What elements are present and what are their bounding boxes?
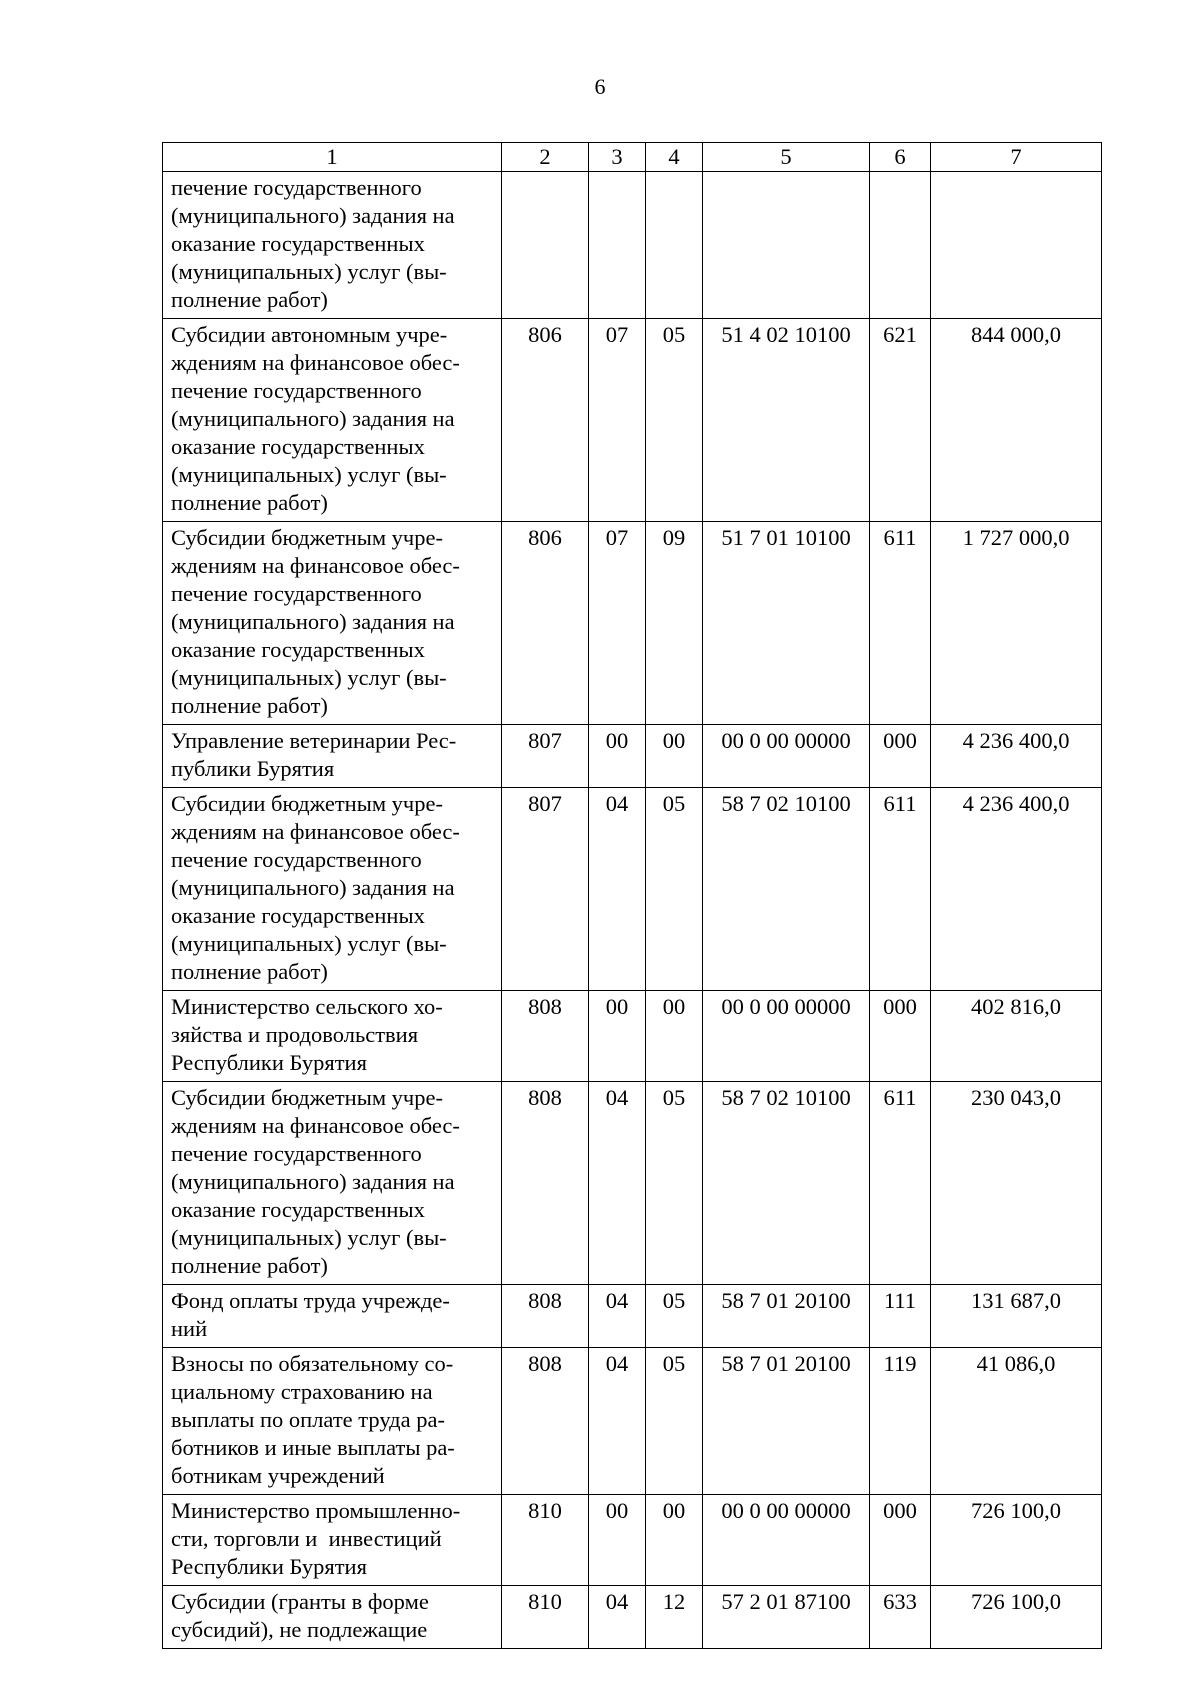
table-cell-col-5: 00 0 00 00000 (703, 991, 870, 1082)
table-cell-col-5: 58 7 02 10100 (703, 1082, 870, 1285)
table-row (163, 788, 1102, 991)
table-cell-col-5: 58 7 02 10100 (703, 788, 870, 991)
table-cell-col-6: 633 (870, 1586, 931, 1649)
table-cell-col-3: 04 (589, 788, 646, 991)
table-cell-col-4: 05 (646, 1082, 703, 1285)
table-cell-col-6: 621 (870, 319, 931, 522)
table-cell-col-3: 07 (589, 522, 646, 725)
table-cell-col-3: 07 (589, 319, 646, 522)
table-cell-col-5: 57 2 01 87100 (703, 1586, 870, 1649)
table-cell-col-4: 00 (646, 1495, 703, 1586)
table-cell-col-6: 119 (870, 1348, 931, 1495)
table-row (163, 319, 1102, 522)
table-cell-col-1: Субсидии бюджетным учре- ждениям на финансовое обес- печение государственного (муниципального) задания на оказание государственных (муниципальных) услуг (вы- полнение работ) (163, 522, 502, 725)
table-cell-col-4: 12 (646, 1586, 703, 1649)
table-cell-col-6: 611 (870, 522, 931, 725)
table-cell-col-7: 4 236 400,0 (931, 788, 1102, 991)
header-row (163, 143, 1102, 172)
table-cell-col-2: 808 (502, 991, 589, 1082)
table-cell-col-7: 1 727 000,0 (931, 522, 1102, 725)
table-cell-col-4: 05 (646, 788, 703, 991)
table-cell-col-1: Взносы по обязательному со- циальному страхованию на выплаты по оплате труда ра- ботников и иные выплаты ра- ботникам учреждений (163, 1348, 502, 1495)
table-cell-col-2: 808 (502, 1348, 589, 1495)
table-row (163, 172, 1102, 319)
table-row (163, 991, 1102, 1082)
table-cell-col-5: 00 0 00 00000 (703, 725, 870, 788)
table-cell-col-5: 58 7 01 20100 (703, 1285, 870, 1348)
table-cell-col-2: 806 (502, 522, 589, 725)
table-row (163, 1495, 1102, 1586)
table-cell-col-7: 230 043,0 (931, 1082, 1102, 1285)
table-cell-col-3: 00 (589, 991, 646, 1082)
table-cell-col-3: 00 (589, 725, 646, 788)
table-row (163, 1082, 1102, 1285)
table-cell-col-2: 808 (502, 1285, 589, 1348)
table-cell-col-4: 05 (646, 1285, 703, 1348)
table-cell-col-1: Субсидии автономным учре- ждениям на финансовое обес- печение государственного (муниципального) задания на оказание государственных (муниципальных) услуг (вы- полнение работ) (163, 319, 502, 522)
table-cell-col-2: 807 (502, 725, 589, 788)
table-cell-col-2: 810 (502, 1495, 589, 1586)
table-cell-col-6: 000 (870, 725, 931, 788)
table-cell-col-2: 807 (502, 788, 589, 991)
table-cell-col-5: 58 7 01 20100 (703, 1348, 870, 1495)
table-cell-col-6: 611 (870, 788, 931, 991)
table-row (163, 522, 1102, 725)
table-cell-col-5: 51 7 01 10100 (703, 522, 870, 725)
table-cell-col-1: Субсидии бюджетным учре- ждениям на финансовое обес- печение государственного (муниципального) задания на оказание государственных (муниципальных) услуг (вы- полнение работ) (163, 788, 502, 991)
header-cell-1: 1 (163, 143, 502, 172)
table-cell-col-6: 000 (870, 991, 931, 1082)
header-cell-3: 3 (589, 143, 646, 172)
table-cell-col-4: 00 (646, 991, 703, 1082)
table-cell-col-3 (589, 172, 646, 319)
table-cell-col-3: 04 (589, 1285, 646, 1348)
table-cell-col-6: 111 (870, 1285, 931, 1348)
table-cell-col-7 (931, 172, 1102, 319)
header-cell-5: 5 (703, 143, 870, 172)
table-cell-col-1: Фонд оплаты труда учрежде- ний (163, 1285, 502, 1348)
table-cell-col-7: 726 100,0 (931, 1586, 1102, 1649)
page-number: 6 (594, 74, 606, 99)
table-cell-col-6: 611 (870, 1082, 931, 1285)
table-cell-col-1: Субсидии бюджетным учре- ждениям на финансовое обес- печение государственного (муниципального) задания на оказание государственных (муниципальных) услуг (вы- полнение работ) (163, 1082, 502, 1285)
table-cell-col-2: 808 (502, 1082, 589, 1285)
table-cell-col-5 (703, 172, 870, 319)
table-cell-col-4: 00 (646, 725, 703, 788)
table-cell-col-6: 000 (870, 1495, 931, 1586)
table-cell-col-3: 04 (589, 1348, 646, 1495)
table-cell-col-2 (502, 172, 589, 319)
table-cell-col-1: Управление ветеринарии Рес- публики Бурятия (163, 725, 502, 788)
table-cell-col-5: 51 4 02 10100 (703, 319, 870, 522)
table-cell-col-2: 806 (502, 319, 589, 522)
table-row (163, 1285, 1102, 1348)
header-cell-4: 4 (646, 143, 703, 172)
table-cell-col-4: 09 (646, 522, 703, 725)
table-cell-col-7: 726 100,0 (931, 1495, 1102, 1586)
budget-table (162, 142, 1102, 1649)
header-cell-6: 6 (870, 143, 931, 172)
table-cell-col-6 (870, 172, 931, 319)
table-cell-col-1: Субсидии (гранты в форме субсидий), не подлежащие (163, 1586, 502, 1649)
table-cell-col-3: 04 (589, 1082, 646, 1285)
table-cell-col-1: Министерство промышленно- сти, торговли и инвестиций Республики Бурятия (163, 1495, 502, 1586)
budget-table-container (162, 142, 1102, 1649)
table-row (163, 725, 1102, 788)
table-cell-col-7: 41 086,0 (931, 1348, 1102, 1495)
table-cell-col-7: 131 687,0 (931, 1285, 1102, 1348)
header-cell-2: 2 (502, 143, 589, 172)
table-cell-col-7: 402 816,0 (931, 991, 1102, 1082)
table-row (163, 1586, 1102, 1649)
table-cell-col-4: 05 (646, 1348, 703, 1495)
table-cell-col-7: 4 236 400,0 (931, 725, 1102, 788)
table-cell-col-4 (646, 172, 703, 319)
table-cell-col-3: 00 (589, 1495, 646, 1586)
header-cell-7: 7 (931, 143, 1102, 172)
table-cell-col-1: Министерство сельского хо- зяйства и продовольствия Республики Бурятия (163, 991, 502, 1082)
table-cell-col-2: 810 (502, 1586, 589, 1649)
table-cell-col-5: 00 0 00 00000 (703, 1495, 870, 1586)
table-cell-col-4: 05 (646, 319, 703, 522)
table-row (163, 1348, 1102, 1495)
table-cell-col-7: 844 000,0 (931, 319, 1102, 522)
table-cell-col-1: печение государственного (муниципального) задания на оказание государственных (муниципальных) услуг (вы- полнение работ) (163, 172, 502, 319)
table-cell-col-3: 04 (589, 1586, 646, 1649)
